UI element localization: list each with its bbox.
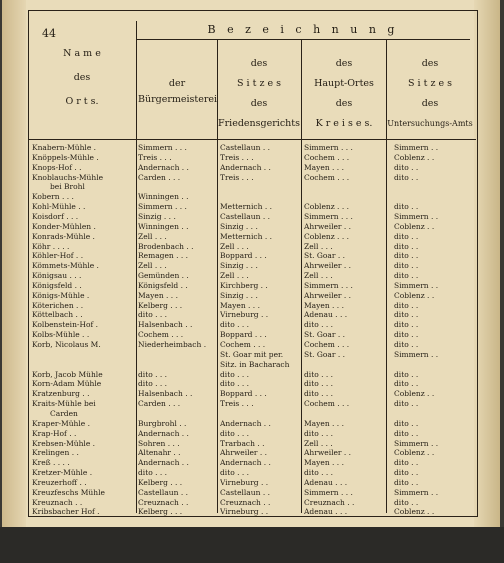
cell-district-seat: Coblenz . . . [304,231,349,241]
header-rule [28,139,476,140]
table-row [32,281,472,291]
cell-court-seat: Zell . . . [220,241,249,251]
header-text: des [421,98,439,109]
cell-place-name: Kreuzerhoff . . [32,477,87,487]
cell-office-seat: dito . . [394,261,419,271]
cell-office-seat: dito . . [394,241,419,251]
cell-place-name: Knops-Hof . . [32,162,82,172]
cell-court-seat: Treis . . . [220,399,254,409]
cell-district-seat: Mayen . . . [304,458,344,468]
cell-district-seat: Mayen . . . [304,162,344,172]
cell-place-name: Kraper-Mühle . [32,418,90,428]
cell-office-seat: Simmern . . [394,211,439,221]
cell-mayoralty: Cochem . . . [138,330,184,340]
cell-court-seat: Sinzig . . . [220,290,258,300]
cell-mayoralty: Winningen . . [138,192,189,202]
cell-district-seat: Cochem . . . [304,399,350,409]
cell-office-seat: Coblenz . . [394,448,435,458]
table-row [32,498,472,508]
cell-mayoralty: Simmern . . . [138,143,187,152]
table-row [32,379,472,389]
cell-mayoralty: Simmern . . . [138,202,187,212]
cell-place-name: Königsfeld . . [32,280,82,290]
cell-district-seat: St. Goar . . [304,349,346,359]
table-row [32,291,472,301]
cell-place-name: Kreß . . . . [32,458,70,468]
cell-court-seat: Sitz. in Bacharach [220,359,290,369]
cell-court-seat: Andernach . . [220,418,271,428]
cell-mayoralty: Gemünden . . [138,271,189,281]
header-col-court [218,58,300,130]
table-row [32,271,472,281]
table-row [32,360,472,370]
header-text: O r t s. [65,96,99,107]
table-row [32,458,472,468]
cell-district-seat: Mayen . . . [304,300,344,310]
cell-place-name: Krelingen . . [32,448,79,458]
cell-place-name: Kreuzfeschs Mühle [32,487,105,497]
cell-district-seat: Zell . . . [304,271,333,281]
header-text: des [73,72,91,83]
cell-district-seat: Coblenz . . . [304,202,349,212]
cell-court-seat: Trarbach . . [220,438,265,448]
cell-court-seat: dito . . . [220,369,250,379]
cell-office-seat: Simmern . . [394,143,439,152]
cell-mayoralty: dito . . . [138,310,168,320]
cell-mayoralty: Zell . . . [138,231,167,241]
cell-office-seat: Coblenz . . [394,507,435,517]
cell-court-seat: Castellaun . . [220,143,270,152]
cell-office-seat: dito . . [394,231,419,241]
cell-mayoralty: Niederheimbach . [138,340,207,349]
cell-place-name: Koisdorf . . . [32,211,79,221]
header-text: S i t z e s [237,78,281,89]
cell-office-seat: Simmern . . [394,280,439,290]
cell-office-seat: dito . . [394,251,419,261]
cell-mayoralty: Creuznach . . [138,497,189,507]
cell-district-seat: Simmern . . . [304,487,353,497]
table-row [32,320,472,330]
cell-office-seat: Simmern . . [394,349,439,359]
header-text: des [335,98,353,109]
cell-place-name: Knabern-Mühle . [32,143,97,152]
table-row [32,153,472,163]
cell-office-seat: Simmern . . [394,487,439,497]
cell-mayoralty: Sohren . . . [138,438,180,448]
cell-office-seat: dito . . [394,172,419,182]
cell-court-seat: dito . . . [220,379,250,389]
header-col-name [32,48,132,108]
cell-court-seat: Kirchberg . . [220,280,268,290]
cell-place-name: Königsau . . . [32,271,82,281]
table-row [32,212,472,222]
header-text: S i t z e s [408,78,452,89]
cell-office-seat: dito . . [394,399,419,409]
cell-place-name: Köhr . . . . [32,241,70,251]
cell-mayoralty: Winningen . . [138,221,189,231]
cell-district-seat: dito . . . [304,389,334,399]
cell-mayoralty: Andernach . . [138,458,189,468]
cell-district-seat: Creuznach . . [304,497,355,507]
cell-office-seat: dito . . [394,340,419,349]
cell-place-name: Knoblauchs-Mühle [32,172,104,182]
cell-place-name: Köhler-Hof . . [32,251,84,261]
page-number: 44 [42,27,56,40]
table-row [32,301,472,311]
cell-mayoralty: Remagen . . . [138,251,189,261]
cell-mayoralty: dito . . . [138,369,168,379]
cell-mayoralty: Halsenbach . . [138,320,193,330]
table-row [32,350,472,360]
cell-court-seat: Treis . . . [220,172,254,182]
cell-mayoralty: dito . . . [138,379,168,389]
cell-mayoralty: dito . . . [138,468,168,478]
cell-mayoralty: Carden . . . [138,399,181,409]
cell-office-seat: dito . . [394,379,419,389]
cell-district-seat: Adenau . . . [304,477,348,487]
cell-place-name: Konrads-Mühle . [32,231,95,241]
cell-district-seat: Simmern . . . [304,211,353,221]
cell-mayoralty: Burgbrohl . . [138,418,187,428]
cell-district-seat: Ahrweiler . . [304,290,352,300]
cell-office-seat: dito . . [394,310,419,320]
cell-office-seat: dito . . [394,369,419,379]
table-row [32,330,472,340]
table-row [32,251,472,261]
table-row [32,488,472,498]
cell-place-name: Krap-Hof . . [32,428,77,438]
table-row [32,192,472,202]
cell-place-name: Knöppels-Mühle . [32,152,99,162]
cell-place-name: Kömmets-Mühle . [32,261,99,271]
cell-court-seat: Treis . . . [220,152,254,162]
cell-court-seat: St. Goar mit per. [220,349,284,359]
table-row [32,409,472,419]
cell-district-seat: Simmern . . . [304,280,353,290]
cell-office-seat: dito . . [394,497,419,507]
table-row [32,310,472,320]
scanner-background [0,527,504,563]
cell-district-seat: Mayen . . . [304,418,344,428]
cell-mayoralty: Altenahr . . [138,448,181,458]
cell-place-name: bei Brohl [50,182,85,192]
cell-district-seat: Adenau . . . [304,310,348,320]
header-text: des [421,58,439,69]
cell-court-seat: dito . . . [220,468,250,478]
header-band: B e z e i c h n u n g [136,21,470,40]
cell-place-name: Korb, Jacob Mühle [32,369,103,379]
cell-office-seat: dito . . [394,468,419,478]
cell-office-seat: dito . . [394,458,419,468]
header-text: Friedensgerichts [218,118,300,129]
cell-court-seat: Castellaun . . [220,211,270,221]
cell-place-name: Kratzenburg . . [32,389,90,399]
cell-office-seat: dito . . [394,330,419,340]
cell-office-seat: dito . . [394,271,419,281]
cell-district-seat: dito . . . [304,369,334,379]
cell-district-seat: Cochem . . . [304,340,350,349]
header-text: Haupt-Ortes [314,78,374,89]
cell-district-seat: Ahrweiler . . [304,261,352,271]
cell-place-name: Carden [50,408,78,418]
cell-mayoralty: Kelberg . . . [138,300,183,310]
cell-place-name: Köttelbach . . [32,310,83,320]
header-col-office [387,58,473,130]
cell-court-seat: Cochem . . . [220,340,266,349]
cell-district-seat: Ahrweiler . . [304,448,352,458]
cell-office-seat: Coblenz . . [394,290,435,300]
cell-office-seat: dito . . [394,202,419,212]
cell-district-seat: dito . . . [304,428,334,438]
cell-office-seat: dito . . [394,418,419,428]
cell-court-seat: Mayen . . . [220,300,260,310]
header-col-district [302,58,386,130]
cell-court-seat: Metternich . . [220,202,272,212]
cell-court-seat: Castellaun . . [220,487,270,497]
cell-court-seat: Metternich . . [220,231,272,241]
table-row [32,507,472,517]
header-text: Bürgermeisterei [138,94,218,105]
cell-district-seat: dito . . . [304,320,334,330]
table-row [32,468,472,478]
table-row [32,478,472,488]
cell-mayoralty: Castellaun . . [138,487,188,497]
cell-place-name: Kolbs-Mühle . . [32,330,90,340]
table-row [32,182,472,192]
header-text: des [250,98,268,109]
cell-district-seat: Cochem . . . [304,172,350,182]
cell-mayoralty: Halsenbach . . [138,389,193,399]
cell-office-seat: dito . . [394,162,419,172]
table-row [32,143,472,153]
cell-court-seat: Ahrweiler . . [220,448,268,458]
cell-place-name: Kraits-Mühle bei [32,399,96,409]
cell-mayoralty: Brodenbach . . [138,241,194,251]
book-page [2,0,500,527]
cell-place-name: Kreuznach . . [32,497,83,507]
cell-mayoralty: Andernach . . [138,162,189,172]
book-spine [2,0,26,527]
cell-mayoralty: Königsfeld . . [138,280,188,290]
cell-place-name: Köterichen . . [32,300,84,310]
cell-office-seat: dito . . [394,477,419,487]
header-text: der [168,78,186,89]
cell-place-name: Korb, Nicolaus M. [32,340,101,349]
header-text: K r e i s e s. [315,118,373,129]
cell-office-seat: dito . . [394,300,419,310]
cell-mayoralty: Treis . . . [138,152,172,162]
cell-place-name: Kretzer-Mühle . [32,468,93,478]
cell-district-seat: Adenau . . . [304,507,348,517]
cell-district-seat: dito . . . [304,468,334,478]
cell-court-seat: Virneburg . . [220,507,269,517]
cell-district-seat: St. Goar . . [304,330,346,340]
cell-court-seat: Boppard . . . [220,389,267,399]
cell-mayoralty: Carden . . . [138,172,181,182]
table-row [32,242,472,252]
cell-court-seat: Virneburg . . [220,477,269,487]
cell-mayoralty: Andernach . . [138,428,189,438]
cell-district-seat: Simmern . . . [304,143,353,152]
cell-place-name: Kribsbacher Hof . [32,507,100,517]
table-row [32,389,472,399]
cell-mayoralty: Mayen . . . [138,290,178,300]
header-text: des [250,58,268,69]
table-row [32,222,472,232]
cell-court-seat: Zell . . . [220,271,249,281]
table-row [32,448,472,458]
table-row [32,173,472,183]
cell-district-seat: Zell . . . [304,241,333,251]
cell-court-seat: Sinzig . . . [220,221,258,231]
cell-mayoralty: Kelberg . . . [138,507,183,517]
table-row [32,370,472,380]
cell-place-name: Korn-Adam Mühle [32,379,102,389]
cell-district-seat: Ahrweiler . . [304,221,352,231]
table-row [32,439,472,449]
table-row [32,163,472,173]
cell-place-name: Kohl-Mühle . . [32,202,86,212]
table-row [32,340,472,350]
table-row [32,399,472,409]
cell-office-seat: Simmern . . [394,438,439,448]
cell-place-name: Kobern . . . [32,192,74,202]
table-row [32,202,472,212]
cell-court-seat: Boppard . . . [220,251,267,261]
header-text: Untersuchungs-Amts [387,119,473,128]
cell-mayoralty: Sinzig . . . [138,211,176,221]
cell-mayoralty: Zell . . . [138,261,167,271]
cell-district-seat: Cochem . . . [304,152,350,162]
header-text: des [335,58,353,69]
cell-office-seat: dito . . [394,428,419,438]
cell-place-name: Konder-Mühlen . [32,221,96,231]
table-row [32,261,472,271]
cell-place-name: Kolbenstein-Hof . [32,320,99,330]
cell-court-seat: Boppard . . . [220,330,267,340]
cell-office-seat: Coblenz . . [394,221,435,231]
cell-district-seat: St. Goar . . [304,251,346,261]
cell-court-seat: Virneburg . . [220,310,269,320]
cell-place-name: Krebsen-Mühle . [32,438,96,448]
cell-district-seat: Zell . . . [304,438,333,448]
header-text: N a m e [63,48,101,59]
cell-court-seat: dito . . . [220,428,250,438]
cell-court-seat: Andernach . . [220,162,271,172]
cell-office-seat: Coblenz . . [394,389,435,399]
table-row [32,419,472,429]
cell-court-seat: dito . . . [220,320,250,330]
cell-office-seat: Coblenz . . [394,152,435,162]
cell-office-seat: dito . . [394,320,419,330]
header-col-mayoralty [138,78,216,106]
table-row [32,232,472,242]
table-row [32,429,472,439]
cell-district-seat: dito . . . [304,379,334,389]
cell-mayoralty: Kelberg . . . [138,477,183,487]
cell-court-seat: Creuznach . . [220,497,271,507]
cell-court-seat: Andernach . . [220,458,271,468]
cell-place-name: Königs-Mühle . [32,290,90,300]
cell-court-seat: Sinzig . . . [220,261,258,271]
